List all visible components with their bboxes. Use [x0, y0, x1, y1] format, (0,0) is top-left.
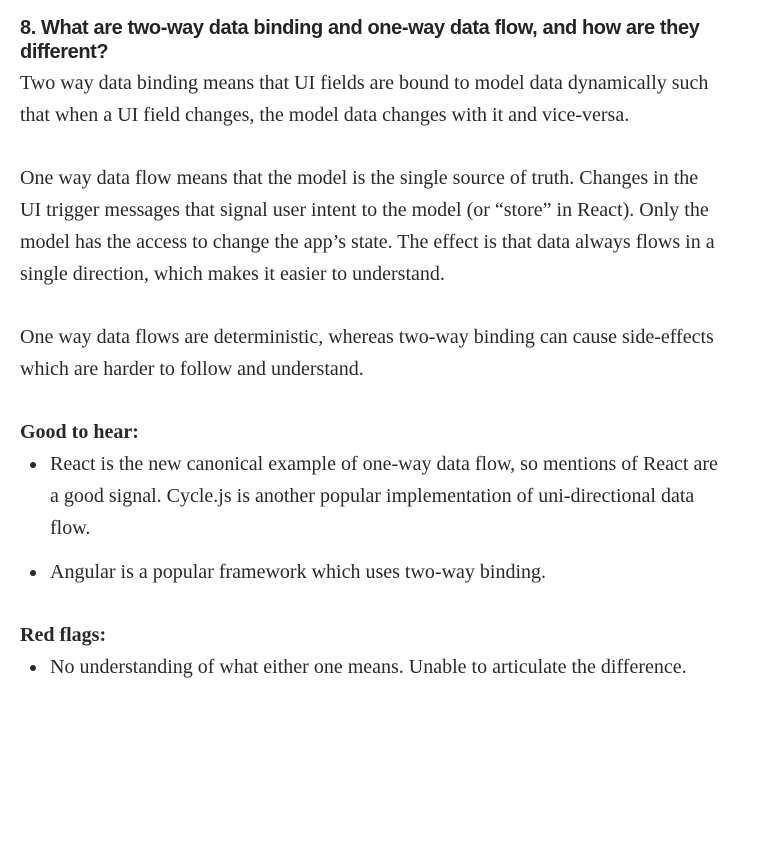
comparison-paragraph: One way data flows are deterministic, whereas two-way binding can cause side-effects which are harder to follow and understand. [20, 326, 714, 380]
good-to-hear-list [20, 448, 720, 588]
red-flags-label: Red flags: [20, 624, 107, 646]
list-item: React is the new canonical example of one-way data flow, so mentions of React are a good signal. Cycle.js is another popular implementation of uni-directional data flow. [20, 448, 720, 544]
red-flags-list [20, 651, 720, 683]
two-way-binding-paragraph: Two way data binding means that UI fields are bound to model data dynamically such that when a UI field changes, the model data changes with it and vice-versa. [20, 72, 709, 126]
one-way-flow-paragraph: One way data flow means that the model is the single source of truth. Changes in the UI trigger messages that signal user intent to the model (or “store” in React). Only the model has the access to change the app’s state. The effect is that data always flows in a single direction, which makes it easier to understand. [20, 167, 715, 285]
list-item: No understanding of what either one means. Unable to articulate the difference. [20, 651, 720, 683]
article-section [20, 16, 720, 683]
good-to-hear-label: Good to hear: [20, 421, 139, 443]
question-heading: 8. What are two-way data binding and one-way data flow, and how are they different? [20, 17, 700, 63]
list-item: Angular is a popular framework which uses two-way binding. [20, 556, 720, 588]
